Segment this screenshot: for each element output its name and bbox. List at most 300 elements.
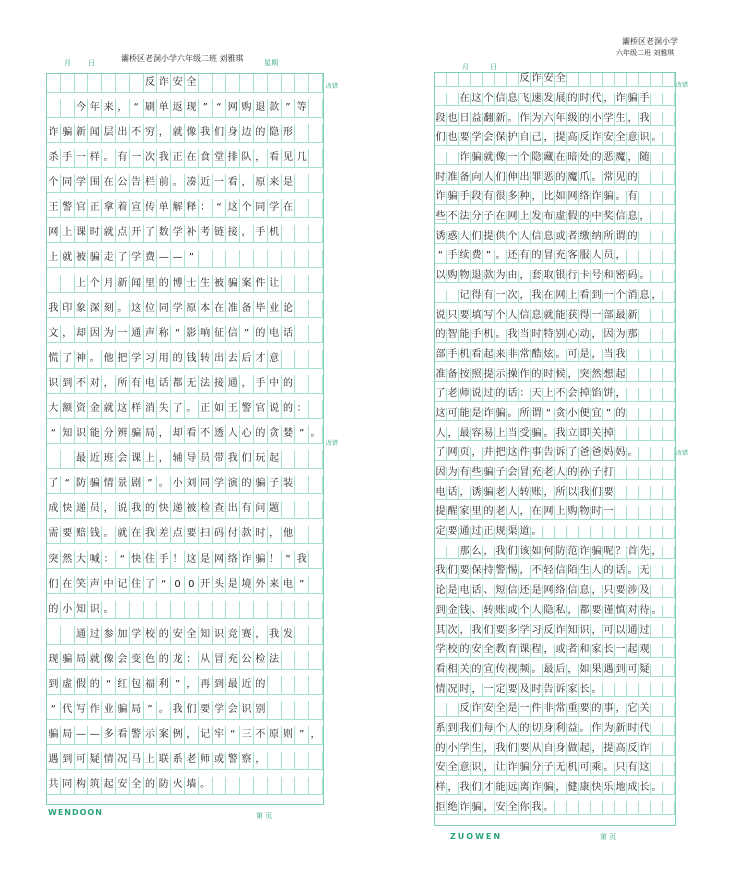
left-grid-char — [47, 626, 61, 645]
right-grid-char: 诈 — [591, 132, 603, 146]
left-grid-char: 里 — [144, 275, 158, 294]
left-grid-char: 返 — [171, 99, 185, 118]
left-grid-char: 外 — [254, 576, 268, 595]
right-grid-char: 员 — [603, 250, 615, 264]
left-grid-char: 时 — [254, 526, 268, 545]
right-grid-char — [591, 73, 603, 87]
right-grid-char: 家 — [459, 506, 471, 520]
left-grid-char: 话 — [282, 325, 296, 344]
left-grid-char: 案 — [157, 726, 171, 745]
left-grid-char: 的 — [254, 325, 268, 344]
right-grid-char: 我 — [555, 427, 567, 441]
right-grid-char: 信 — [555, 565, 567, 579]
right-grid-char: 地 — [615, 782, 627, 796]
left-grid-char: 正 — [88, 199, 102, 218]
right-grid-char: 的 — [459, 644, 471, 658]
left-grid-char: 法 — [268, 651, 282, 670]
left-grid-char: 的 — [157, 626, 171, 645]
right-grid-char: ， — [483, 762, 495, 776]
right-grid-char: 识 — [639, 132, 651, 146]
right-grid-char: 能 — [555, 309, 567, 323]
right-grid-char: 上 — [567, 290, 579, 304]
right-grid-char: 号 — [591, 270, 603, 284]
right-grid-char: 。 — [651, 782, 663, 796]
right-grid-char — [627, 427, 639, 441]
left-grid-char: 在 — [61, 576, 75, 595]
left-grid-char: 在 — [282, 199, 296, 218]
left-grid-char: 中 — [268, 375, 282, 394]
right-grid-char: 保 — [495, 132, 507, 146]
right-grid-char: 多 — [507, 624, 519, 638]
right-grid-char: 安 — [471, 644, 483, 658]
right-grid-char: 道 — [519, 526, 531, 540]
right-grid-char: 安 — [603, 132, 615, 146]
right-grid-char: 关 — [459, 664, 471, 678]
right-grid-char: 最 — [459, 427, 471, 441]
right-grid-char: 客 — [567, 250, 579, 264]
left-grid-char: ， — [157, 425, 171, 444]
left-grid-char: “ — [116, 551, 130, 570]
right-grid-char: 传 — [495, 664, 507, 678]
left-grid-char: 学 — [130, 350, 144, 369]
right-grid-char: 成 — [627, 782, 639, 796]
left-grid-char: ， — [157, 450, 171, 469]
left-grid-char: 。 — [102, 526, 116, 545]
left-grid-char — [47, 99, 61, 118]
right-grid-char: 及 — [519, 683, 531, 697]
right-grid-char: ， — [567, 664, 579, 678]
right-grid-char: 益 — [567, 723, 579, 737]
left-grid-char: 杀 — [47, 149, 61, 168]
left-grid-char: 充 — [226, 651, 240, 670]
right-grid-char: 一 — [603, 506, 615, 520]
right-grid-char: 的 — [435, 742, 447, 756]
left-grid-char — [240, 74, 254, 93]
left-grid-char: 福 — [144, 676, 158, 695]
right-grid-char: 小 — [447, 742, 459, 756]
left-grid-char: ， — [157, 124, 171, 143]
left-grid-char: 住 — [144, 551, 158, 570]
right-grid-char: 人 — [459, 231, 471, 245]
right-grid-char — [663, 112, 675, 126]
right-grid-char — [663, 467, 675, 481]
left-grid-char: 境 — [240, 576, 254, 595]
left-grid-char: 带 — [213, 450, 227, 469]
right-handwritten-name-line2: 六年级二班 刘雅琪 — [616, 49, 675, 57]
left-grid-char: 要 — [199, 701, 213, 720]
left-grid-char: 看 — [226, 174, 240, 193]
right-grid-char: 只 — [615, 762, 627, 776]
right-grid-char: 一 — [591, 309, 603, 323]
right-grid-char — [591, 526, 603, 540]
right-grid-char — [651, 408, 663, 422]
left-grid-char: 是 — [282, 174, 296, 193]
right-grid-char: 人 — [591, 250, 603, 264]
right-grid-char: 私 — [555, 605, 567, 619]
left-grid-char: 的 — [254, 124, 268, 143]
right-grid-char: 诈 — [459, 152, 471, 166]
left-grid-char: 前 — [157, 174, 171, 193]
right-grid-char: 机 — [459, 349, 471, 363]
right-grid-char: 。 — [555, 349, 567, 363]
right-grid-char: 要 — [579, 703, 591, 717]
left-grid-char: 闻 — [88, 124, 102, 143]
right-grid-char: 信 — [615, 211, 627, 225]
right-grid-char: 代 — [639, 723, 651, 737]
left-grid-char: 住 — [130, 576, 144, 595]
left-grid-char: 警 — [61, 199, 75, 218]
right-grid-char: 充 — [555, 250, 567, 264]
right-grid-char: 上 — [495, 427, 507, 441]
left-grid-char: 围 — [88, 174, 102, 193]
right-grid-char: 骗 — [471, 801, 483, 815]
left-grid-char: 声 — [88, 576, 102, 595]
left-grid-char — [309, 701, 323, 720]
right-grid-char: 我 — [459, 723, 471, 737]
right-grid-char: 了 — [435, 388, 447, 402]
left-grid-char: ， — [254, 626, 268, 645]
left-grid-char — [282, 275, 296, 294]
left-grid-char — [268, 701, 282, 720]
right-grid-char: ， — [651, 290, 663, 304]
right-grid-char: 到 — [447, 723, 459, 737]
right-grid-char: 行 — [567, 270, 579, 284]
right-grid-char: 的 — [579, 211, 591, 225]
right-grid-char: 速 — [531, 93, 543, 107]
left-grid-char — [295, 174, 309, 193]
left-grid-char: 穷 — [144, 124, 158, 143]
right-grid-char: ” — [603, 408, 615, 422]
left-grid-char: 局 — [61, 726, 75, 745]
right-grid-char: 手 — [639, 93, 651, 107]
left-grid-char: 假 — [75, 676, 89, 695]
left-grid-char: 的 — [157, 651, 171, 670]
right-grid-char: 即 — [579, 427, 591, 441]
right-grid-char: 我 — [531, 290, 543, 304]
left-grid-char: 机 — [268, 225, 282, 244]
right-grid-char — [447, 73, 459, 87]
left-grid-char — [240, 250, 254, 269]
right-grid-char — [603, 801, 615, 815]
right-grid-char: 警 — [495, 565, 507, 579]
right-grid-char: 不 — [531, 565, 543, 579]
left-grid-char: 在 — [185, 149, 199, 168]
right-grid-char: 教 — [495, 644, 507, 658]
right-grid-char: 全 — [483, 644, 495, 658]
left-grid-char: 识 — [240, 701, 254, 720]
right-grid-char: 老 — [543, 467, 555, 481]
left-grid-char — [199, 601, 213, 620]
left-grid-char: 征 — [213, 325, 227, 344]
left-grid-char: 款 — [240, 526, 254, 545]
right-grid-char: 。 — [543, 427, 555, 441]
right-grid-char — [615, 73, 627, 87]
right-grid-char: 每 — [483, 723, 495, 737]
right-grid-char: 天 — [531, 388, 543, 402]
left-grid-char: 剧 — [130, 476, 144, 495]
right-grid-char: 为 — [447, 467, 459, 481]
left-grid-char: 校 — [144, 626, 158, 645]
right-grid-char: 处 — [579, 152, 591, 166]
left-grid-char: 我 — [199, 124, 213, 143]
left-grid-char: 无 — [185, 375, 199, 394]
left-grid-char: 不 — [254, 726, 268, 745]
left-grid-char: 不 — [130, 124, 144, 143]
left-grid-char — [130, 74, 144, 93]
right-grid-char: 育 — [507, 644, 519, 658]
right-grid-char: 学 — [519, 624, 531, 638]
left-grid-char: 分 — [102, 425, 116, 444]
right-grid-char: 者 — [567, 644, 579, 658]
left-grid-char: 影 — [185, 325, 199, 344]
right-grid-char — [615, 526, 627, 540]
right-grid-char: 生 — [615, 112, 627, 126]
left-grid-char: 公 — [240, 651, 254, 670]
left-grid-char: 神 — [75, 350, 89, 369]
left-grid-char: 点 — [171, 526, 185, 545]
left-grid-char: 警 — [130, 726, 144, 745]
left-grid-char — [282, 225, 296, 244]
right-grid-char — [639, 683, 651, 697]
right-grid-char: 如 — [555, 191, 567, 205]
right-grid-char: 能 — [459, 329, 471, 343]
right-grid-char — [627, 486, 639, 500]
right-grid-char: 长 — [639, 782, 651, 796]
right-grid-char: ？ — [615, 546, 627, 560]
left-side-label-2: 改错 — [326, 440, 339, 447]
right-grid-char — [591, 801, 603, 815]
right-grid-char: 的 — [519, 723, 531, 737]
left-grid-char: 后 — [240, 350, 254, 369]
left-grid-char: 响 — [199, 325, 213, 344]
left-grid-char: 。 — [88, 350, 102, 369]
right-grid-char — [615, 506, 627, 520]
right-grid-char: 你 — [519, 801, 531, 815]
right-grid-char: 习 — [531, 624, 543, 638]
right-grid-char: 段 — [471, 191, 483, 205]
right-grid-char: ， — [591, 742, 603, 756]
left-grid-char: 告 — [130, 174, 144, 193]
right-grid-char — [651, 683, 663, 697]
left-grid-char — [130, 601, 144, 620]
right-grid-char: 规 — [495, 526, 507, 540]
left-grid-char: ， — [185, 726, 199, 745]
right-grid-char: 我 — [471, 624, 483, 638]
left-grid-char — [309, 199, 323, 218]
left-grid-char — [213, 250, 227, 269]
right-grid-char: 到 — [615, 664, 627, 678]
left-grid-char: 。 — [199, 777, 213, 796]
right-grid-char: 所 — [603, 231, 615, 245]
left-grid-char: 的 — [157, 275, 171, 294]
left-grid-char: ， — [254, 149, 268, 168]
left-grid-char: 反 — [144, 74, 158, 93]
left-grid-char — [282, 501, 296, 520]
right-grid-char: 要 — [615, 585, 627, 599]
right-grid-char: 由 — [507, 270, 519, 284]
left-grid-char: 需 — [47, 526, 61, 545]
right-grid-char: ， — [555, 782, 567, 796]
left-grid-char: — — [88, 726, 102, 745]
left-grid-char — [309, 99, 323, 118]
right-grid-char: 陌 — [567, 565, 579, 579]
right-grid-char: 诈 — [435, 191, 447, 205]
right-grid-char: 渠 — [507, 526, 519, 540]
left-grid-char: 别 — [254, 701, 268, 720]
left-grid-char: 我 — [130, 501, 144, 520]
right-grid-char: 按 — [459, 368, 471, 382]
right-grid-char — [639, 349, 651, 363]
right-grid-char: 要 — [459, 132, 471, 146]
left-grid-char — [295, 124, 309, 143]
right-grid-char: 个 — [519, 152, 531, 166]
right-grid-char: 识 — [579, 624, 591, 638]
left-grid-char: 就 — [102, 225, 116, 244]
right-grid-char: ， — [591, 329, 603, 343]
left-grid-char — [295, 651, 309, 670]
right-grid-char: 。 — [531, 526, 543, 540]
left-grid-char: 了 — [47, 476, 61, 495]
right-grid-char: 时 — [579, 93, 591, 107]
left-grid-char: 安 — [171, 74, 185, 93]
right-grid-char: 可 — [579, 762, 591, 776]
right-grid-char: 炫 — [543, 349, 555, 363]
right-grid-char: 魔 — [567, 171, 579, 185]
right-footer-page: 第 页 — [600, 833, 617, 841]
right-grid-char — [639, 526, 651, 540]
left-grid-char — [295, 777, 309, 796]
left-grid-char: 钱 — [88, 526, 102, 545]
left-grid-char: 信 — [226, 325, 240, 344]
right-grid-char: 掉 — [603, 427, 615, 441]
right-grid-char: 为 — [615, 329, 627, 343]
left-grid-char — [309, 601, 323, 620]
left-grid-char: 知 — [75, 601, 89, 620]
left-grid-char: 变 — [130, 651, 144, 670]
right-grid-char: 乐 — [603, 782, 615, 796]
left-grid-char: “ — [47, 425, 61, 444]
left-grid-char — [309, 124, 323, 143]
right-grid-char: 身 — [555, 742, 567, 756]
left-grid-char: 安 — [116, 777, 130, 796]
left-grid-char: 王 — [47, 199, 61, 218]
left-grid-char: 利 — [157, 676, 171, 695]
right-grid-char: 作 — [591, 723, 603, 737]
left-grid-char: 都 — [171, 375, 185, 394]
right-grid-char: 时 — [591, 506, 603, 520]
right-grid-char: 打 — [603, 467, 615, 481]
right-grid-char — [663, 388, 675, 402]
left-grid-char: 食 — [199, 149, 213, 168]
left-grid-char: 我 — [295, 551, 309, 570]
left-grid-char — [171, 601, 185, 620]
right-grid-char: 轻 — [543, 565, 555, 579]
right-grid-char: 布 — [543, 211, 555, 225]
left-grid-char: 人 — [226, 425, 240, 444]
left-grid-char: ” — [282, 99, 296, 118]
right-grid-char: 息 — [507, 93, 519, 107]
left-grid-char: 数 — [157, 225, 171, 244]
right-grid-char: 能 — [459, 408, 471, 422]
left-grid-char: 诈 — [47, 124, 61, 143]
right-grid-char: 物 — [579, 506, 591, 520]
right-side-label-mid: 改错 — [676, 450, 689, 457]
left-grid-char — [295, 300, 309, 319]
right-grid-char: 全 — [615, 132, 627, 146]
left-grid-char — [295, 526, 309, 545]
right-grid-char: 话 — [471, 585, 483, 599]
left-grid-char: 宣 — [130, 199, 144, 218]
left-grid-char — [185, 601, 199, 620]
left-grid-cells — [47, 74, 323, 802]
left-grid-char — [254, 250, 268, 269]
left-grid-char: 的 — [47, 601, 61, 620]
left-grid-char: 题 — [268, 501, 282, 520]
right-grid-char: ， — [471, 683, 483, 697]
right-grid-char: 翻 — [483, 112, 495, 126]
right-grid-char: 件 — [531, 703, 543, 717]
right-grid-char — [663, 703, 675, 717]
right-grid-char: 比 — [543, 191, 555, 205]
left-grid-char — [254, 777, 268, 796]
left-grid-char: 被 — [185, 501, 199, 520]
right-grid-char: 候 — [555, 368, 567, 382]
left-grid-char: 拿 — [102, 199, 116, 218]
right-grid-char — [663, 723, 675, 737]
left-grid-char: 骗 — [254, 551, 268, 570]
right-grid-char — [663, 486, 675, 500]
right-grid-char: 全 — [495, 703, 507, 717]
left-grid-char — [226, 74, 240, 93]
right-grid-char: 码 — [627, 270, 639, 284]
right-grid-char: 分 — [471, 211, 483, 225]
left-grid-char — [295, 501, 309, 520]
right-grid-char: 消 — [627, 290, 639, 304]
left-grid-char: 上 — [75, 275, 89, 294]
right-grid-char: 高 — [615, 742, 627, 756]
left-grid-char: 就 — [171, 124, 185, 143]
left-grid-char — [295, 626, 309, 645]
left-grid-char — [213, 777, 227, 796]
right-grid-char: 谨 — [603, 605, 615, 619]
left-grid-char — [213, 601, 227, 620]
left-grid-char: 全 — [130, 777, 144, 796]
right-grid-char — [603, 683, 615, 697]
left-grid-char: 毕 — [254, 300, 268, 319]
left-grid-char — [295, 375, 309, 394]
right-grid-char — [663, 506, 675, 520]
left-grid-char: 生 — [199, 275, 213, 294]
right-grid-char — [639, 191, 651, 205]
right-grid-char: 才 — [483, 782, 495, 796]
right-grid-char: 准 — [435, 368, 447, 382]
left-grid-char: 链 — [213, 225, 227, 244]
right-grid-char — [639, 506, 651, 520]
left-grid-char: ” — [295, 425, 309, 444]
right-grid-char: 这 — [435, 408, 447, 422]
left-grid-char: 婪 — [282, 425, 296, 444]
right-grid-char — [651, 388, 663, 402]
right-grid-char: 通 — [459, 526, 471, 540]
right-grid-char — [663, 368, 675, 382]
left-grid-char: 玩 — [254, 450, 268, 469]
right-grid-char: 这 — [471, 93, 483, 107]
left-grid-char — [309, 149, 323, 168]
left-grid-char: 心 — [240, 425, 254, 444]
left-grid-char: 才 — [254, 350, 268, 369]
left-grid-char: 会 — [116, 651, 130, 670]
right-grid-char: ， — [651, 546, 663, 560]
